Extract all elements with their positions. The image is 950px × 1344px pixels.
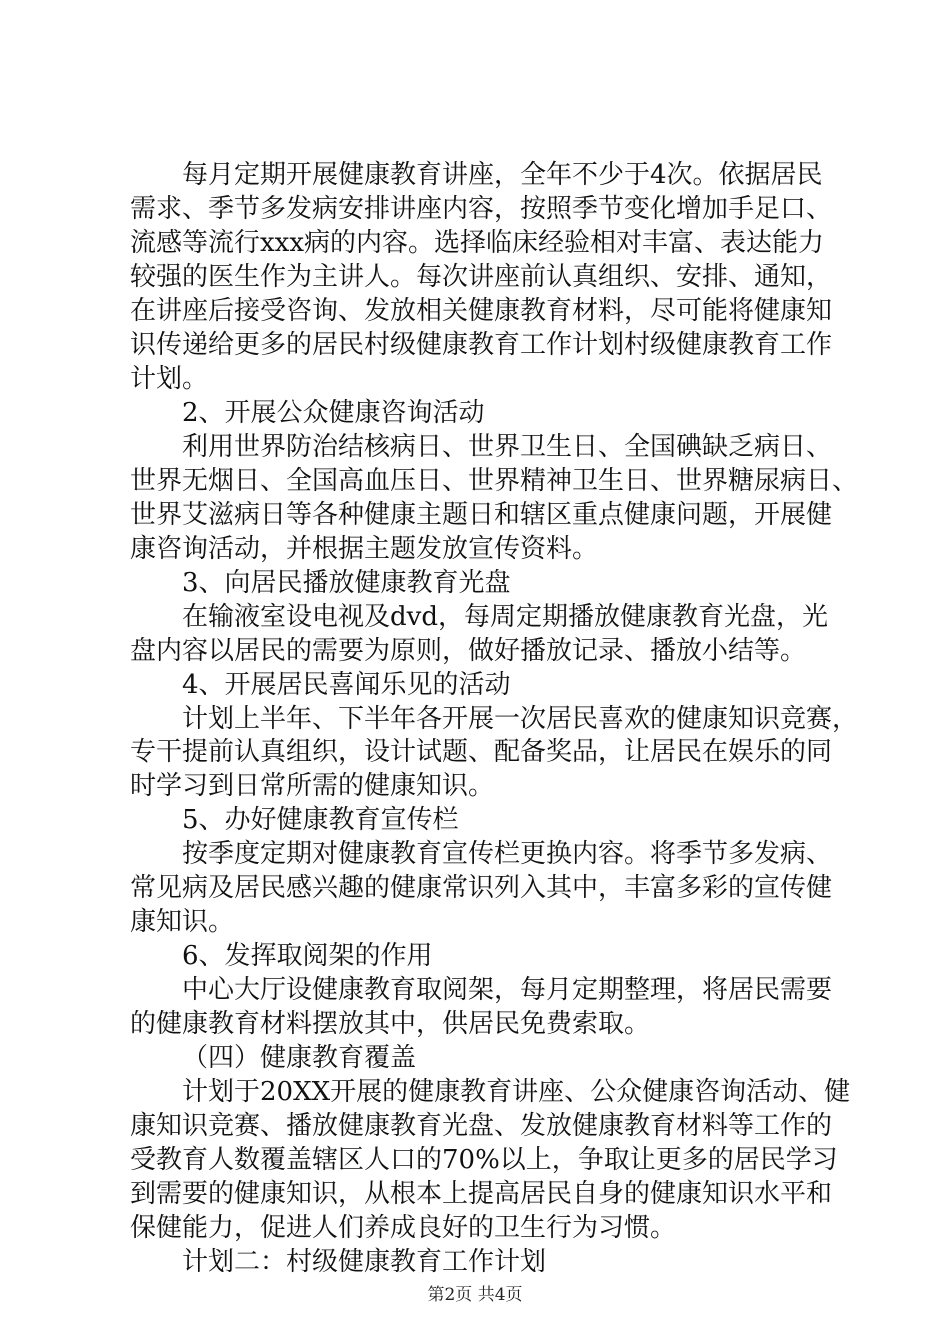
body-text-line: 按季度定期对健康教育宣传栏更换内容。将季节多发病、 bbox=[182, 839, 833, 869]
body-text-line: 世界无烟日、全国高血压日、世界精神卫生日、世界糖尿病日、 bbox=[130, 466, 859, 496]
body-text-line: 中心大厅设健康教育取阅架，每月定期整理，将居民需要 bbox=[182, 975, 833, 1005]
section-heading: （四）健康教育覆盖 bbox=[182, 1043, 417, 1073]
body-text-line: 每月定期开展健康教育讲座，全年不少于4次。依据居民 bbox=[182, 160, 823, 190]
body-text-line: 识传递给更多的居民村级健康教育工作计划村级健康教育工作 bbox=[130, 330, 833, 360]
body-text-line: 在讲座后接受咨询、发放相关健康教育材料，尽可能将健康知 bbox=[130, 296, 833, 326]
body-text-line: 计划于20XX开展的健康教育讲座、公众健康咨询活动、健 bbox=[182, 1077, 851, 1107]
section-heading: 3、向居民播放健康教育光盘 bbox=[182, 568, 511, 598]
section-heading: 计划二：村级健康教育工作计划 bbox=[182, 1247, 547, 1277]
body-text-line: 保健能力，促进人们养成良好的卫生行为习惯。 bbox=[130, 1213, 677, 1243]
body-text-line: 到需要的健康知识，从根本上提高居民自身的健康知识水平和 bbox=[130, 1179, 833, 1209]
body-text-line: 较强的医生作为主讲人。每次讲座前认真组织、安排、通知， bbox=[130, 262, 833, 292]
body-text-line: 盘内容以居民的需要为原则，做好播放记录、播放小结等。 bbox=[130, 636, 807, 666]
body-text-line: 在输液室设电视及dvd，每周定期播放健康教育光盘，光 bbox=[182, 602, 828, 632]
body-text-line: 康咨询活动，并根据主题发放宣传资料。 bbox=[130, 534, 599, 564]
section-heading: 5、办好健康教育宣传栏 bbox=[182, 805, 459, 835]
page-number-footer: 第2页 共4页 bbox=[427, 1285, 523, 1305]
body-text-line: 的健康教育材料摆放其中，供居民免费索取。 bbox=[130, 1009, 651, 1039]
body-text-line: 需求、季节多发病安排讲座内容，按照季节变化增加手足口、 bbox=[130, 194, 833, 224]
body-text-line: 时学习到日常所需的健康知识。 bbox=[130, 771, 495, 801]
body-text-line: 康知识竞赛、播放健康教育光盘、发放健康教育材料等工作的 bbox=[130, 1111, 833, 1141]
body-text-line: 受教育人数覆盖辖区人口的70%以上，争取让更多的居民学习 bbox=[130, 1145, 838, 1175]
section-heading: 4、开展居民喜闻乐见的活动 bbox=[182, 670, 511, 700]
body-text-line: 常见病及居民感兴趣的健康常识列入其中，丰富多彩的宣传健 bbox=[130, 873, 833, 903]
body-text-line: 流感等流行xxx病的内容。选择临床经验相对丰富、表达能力 bbox=[130, 228, 824, 258]
body-text-line: 利用世界防治结核病日、世界卫生日、全国碘缺乏病日、 bbox=[182, 432, 833, 462]
section-heading: 6、发挥取阅架的作用 bbox=[182, 941, 433, 971]
body-text-line: 世界艾滋病日等各种健康主题日和辖区重点健康问题，开展健 bbox=[130, 500, 833, 530]
body-text-line: 专干提前认真组织，设计试题、配备奖品，让居民在娱乐的同 bbox=[130, 737, 833, 767]
section-heading: 2、开展公众健康咨询活动 bbox=[182, 398, 485, 428]
body-text-line: 计划上半年、下半年各开展一次居民喜欢的健康知识竞赛， bbox=[182, 704, 859, 734]
body-text-line: 康知识。 bbox=[130, 907, 235, 937]
body-text-line: 计划。 bbox=[130, 364, 209, 394]
